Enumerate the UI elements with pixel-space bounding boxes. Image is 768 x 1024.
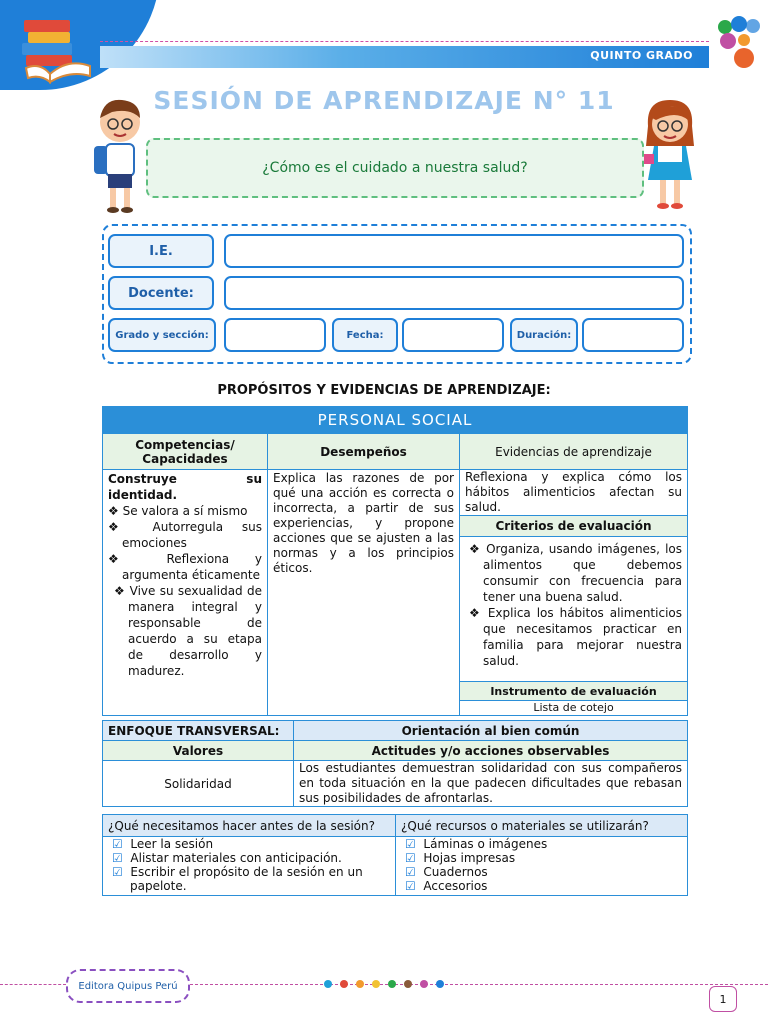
personal-social-table xyxy=(102,406,688,716)
session-question-text: ¿Cómo es el cuidado a nuestra salud? xyxy=(262,160,528,176)
criterios-cell xyxy=(460,537,688,682)
antes-item: ☑ Alistar materiales con anticipación. xyxy=(112,851,342,865)
girl-illustration xyxy=(636,96,704,214)
footer-line-left xyxy=(0,984,66,985)
antes-header: ¿Qué necesitamos hacer antes de la sesión? xyxy=(103,815,396,837)
publisher-name: Editora Quipus Perú xyxy=(78,980,178,992)
instrumento-title: Instrumento de evaluación xyxy=(460,682,688,701)
boy-illustration xyxy=(90,94,150,214)
docente-field[interactable] xyxy=(224,276,684,310)
session-question xyxy=(146,138,644,198)
criterio-item: ❖ Explica los hábitos alimenticios que necesitamos practicar en familia para mejorar nuestra salud. xyxy=(469,606,683,668)
recurso-item: ☑ Accesorios xyxy=(405,879,488,893)
duracion-field[interactable] xyxy=(582,318,684,352)
actitud-cell: Los estudiantes demuestran solidaridad con sus compañeros en toda situación en la que padecen dificultades que rebasan sus posibilidades de afrontarlas. xyxy=(294,761,688,807)
preparacion-table xyxy=(102,814,688,896)
ie-label: I.E. xyxy=(108,234,214,268)
actitudes-header: Actitudes y/o acciones observables xyxy=(294,741,688,761)
grado-field[interactable] xyxy=(224,318,326,352)
criterio-item: ❖ Organiza, usando imágenes, los alimentos que debemos consumir con frecuencia para tener una buena salud. xyxy=(469,542,682,604)
header-dash xyxy=(100,41,709,42)
recurso-item: ☑ Hojas impresas xyxy=(405,851,516,865)
competencias-cell xyxy=(103,470,268,716)
valor-cell: Solidaridad xyxy=(103,761,294,807)
enfoque-name: Orientación al bien común xyxy=(294,721,688,741)
books-icon xyxy=(20,14,100,84)
grade-label: QUINTO GRADO xyxy=(590,49,693,62)
recurso-item: ☑ Cuadernos xyxy=(405,865,488,879)
area-header xyxy=(103,407,688,434)
col-evidencias: Evidencias de aprendizaje xyxy=(460,434,688,470)
fecha-label: Fecha: xyxy=(332,318,398,352)
capacidad-item: ❖ Reflexiona y argumenta éticamente xyxy=(108,552,262,582)
page-number: 1 xyxy=(709,986,737,1012)
instrumento-value: Lista de cotejo xyxy=(460,701,688,716)
criterios-title: Criterios de evaluación xyxy=(460,516,688,537)
recurso-item: ☑ Láminas o imágenes xyxy=(405,837,548,851)
docente-label: Docente: xyxy=(108,276,214,310)
recursos-list xyxy=(396,837,688,896)
desempeno-cell: Explica las razones de por qué una acción es correcta o incorrecta, a partir de sus experiencias, y propone acciones que se ajusten a las normas y a los principios éticos. xyxy=(268,470,460,716)
fecha-field[interactable] xyxy=(402,318,504,352)
enfoque-table xyxy=(102,720,688,807)
antes-item: ☑ Leer la sesión xyxy=(112,837,214,851)
col-competencias: Competencias/ Capacidades xyxy=(103,434,268,470)
page-title: SESIÓN DE APRENDIZAJE N° 11 xyxy=(153,86,615,115)
capacidades-list xyxy=(108,503,262,679)
valores-header: Valores xyxy=(103,741,294,761)
competencia-title: Construye su identidad. xyxy=(108,472,262,502)
capacidad-item: ❖ Autorregula sus emociones xyxy=(108,520,262,550)
capacidad-item: ❖ Se valora a sí mismo xyxy=(108,504,248,518)
ie-field[interactable] xyxy=(224,234,684,268)
col-desempenos: Desempeños xyxy=(268,434,460,470)
section-title: PROPÓSITOS Y EVIDENCIAS DE APRENDIZAJE: xyxy=(217,383,551,398)
pencils-icon xyxy=(322,977,446,993)
evidencia-cell: Reflexiona y explica cómo los hábitos alimenticios afectan su salud. xyxy=(460,470,688,516)
antes-list xyxy=(103,837,396,896)
capacidad-item: ❖ Vive su sexualidad de manera integral y responsable de acuerdo a su etapa de desarrollo y madurez. xyxy=(114,584,262,678)
duracion-label: Duración: xyxy=(510,318,578,352)
antes-item: ☑ Escribir el propósito de la sesión en un papelote. xyxy=(112,865,363,893)
area-name: PERSONAL SOCIAL xyxy=(317,411,473,429)
grado-label: Grado y sección: xyxy=(108,318,216,352)
footer-line-right xyxy=(190,984,768,985)
enfoque-label: ENFOQUE TRANSVERSAL: xyxy=(103,721,294,741)
recursos-header: ¿Qué recursos o materiales se utilizarán? xyxy=(396,815,688,837)
publisher-badge xyxy=(66,969,190,1003)
